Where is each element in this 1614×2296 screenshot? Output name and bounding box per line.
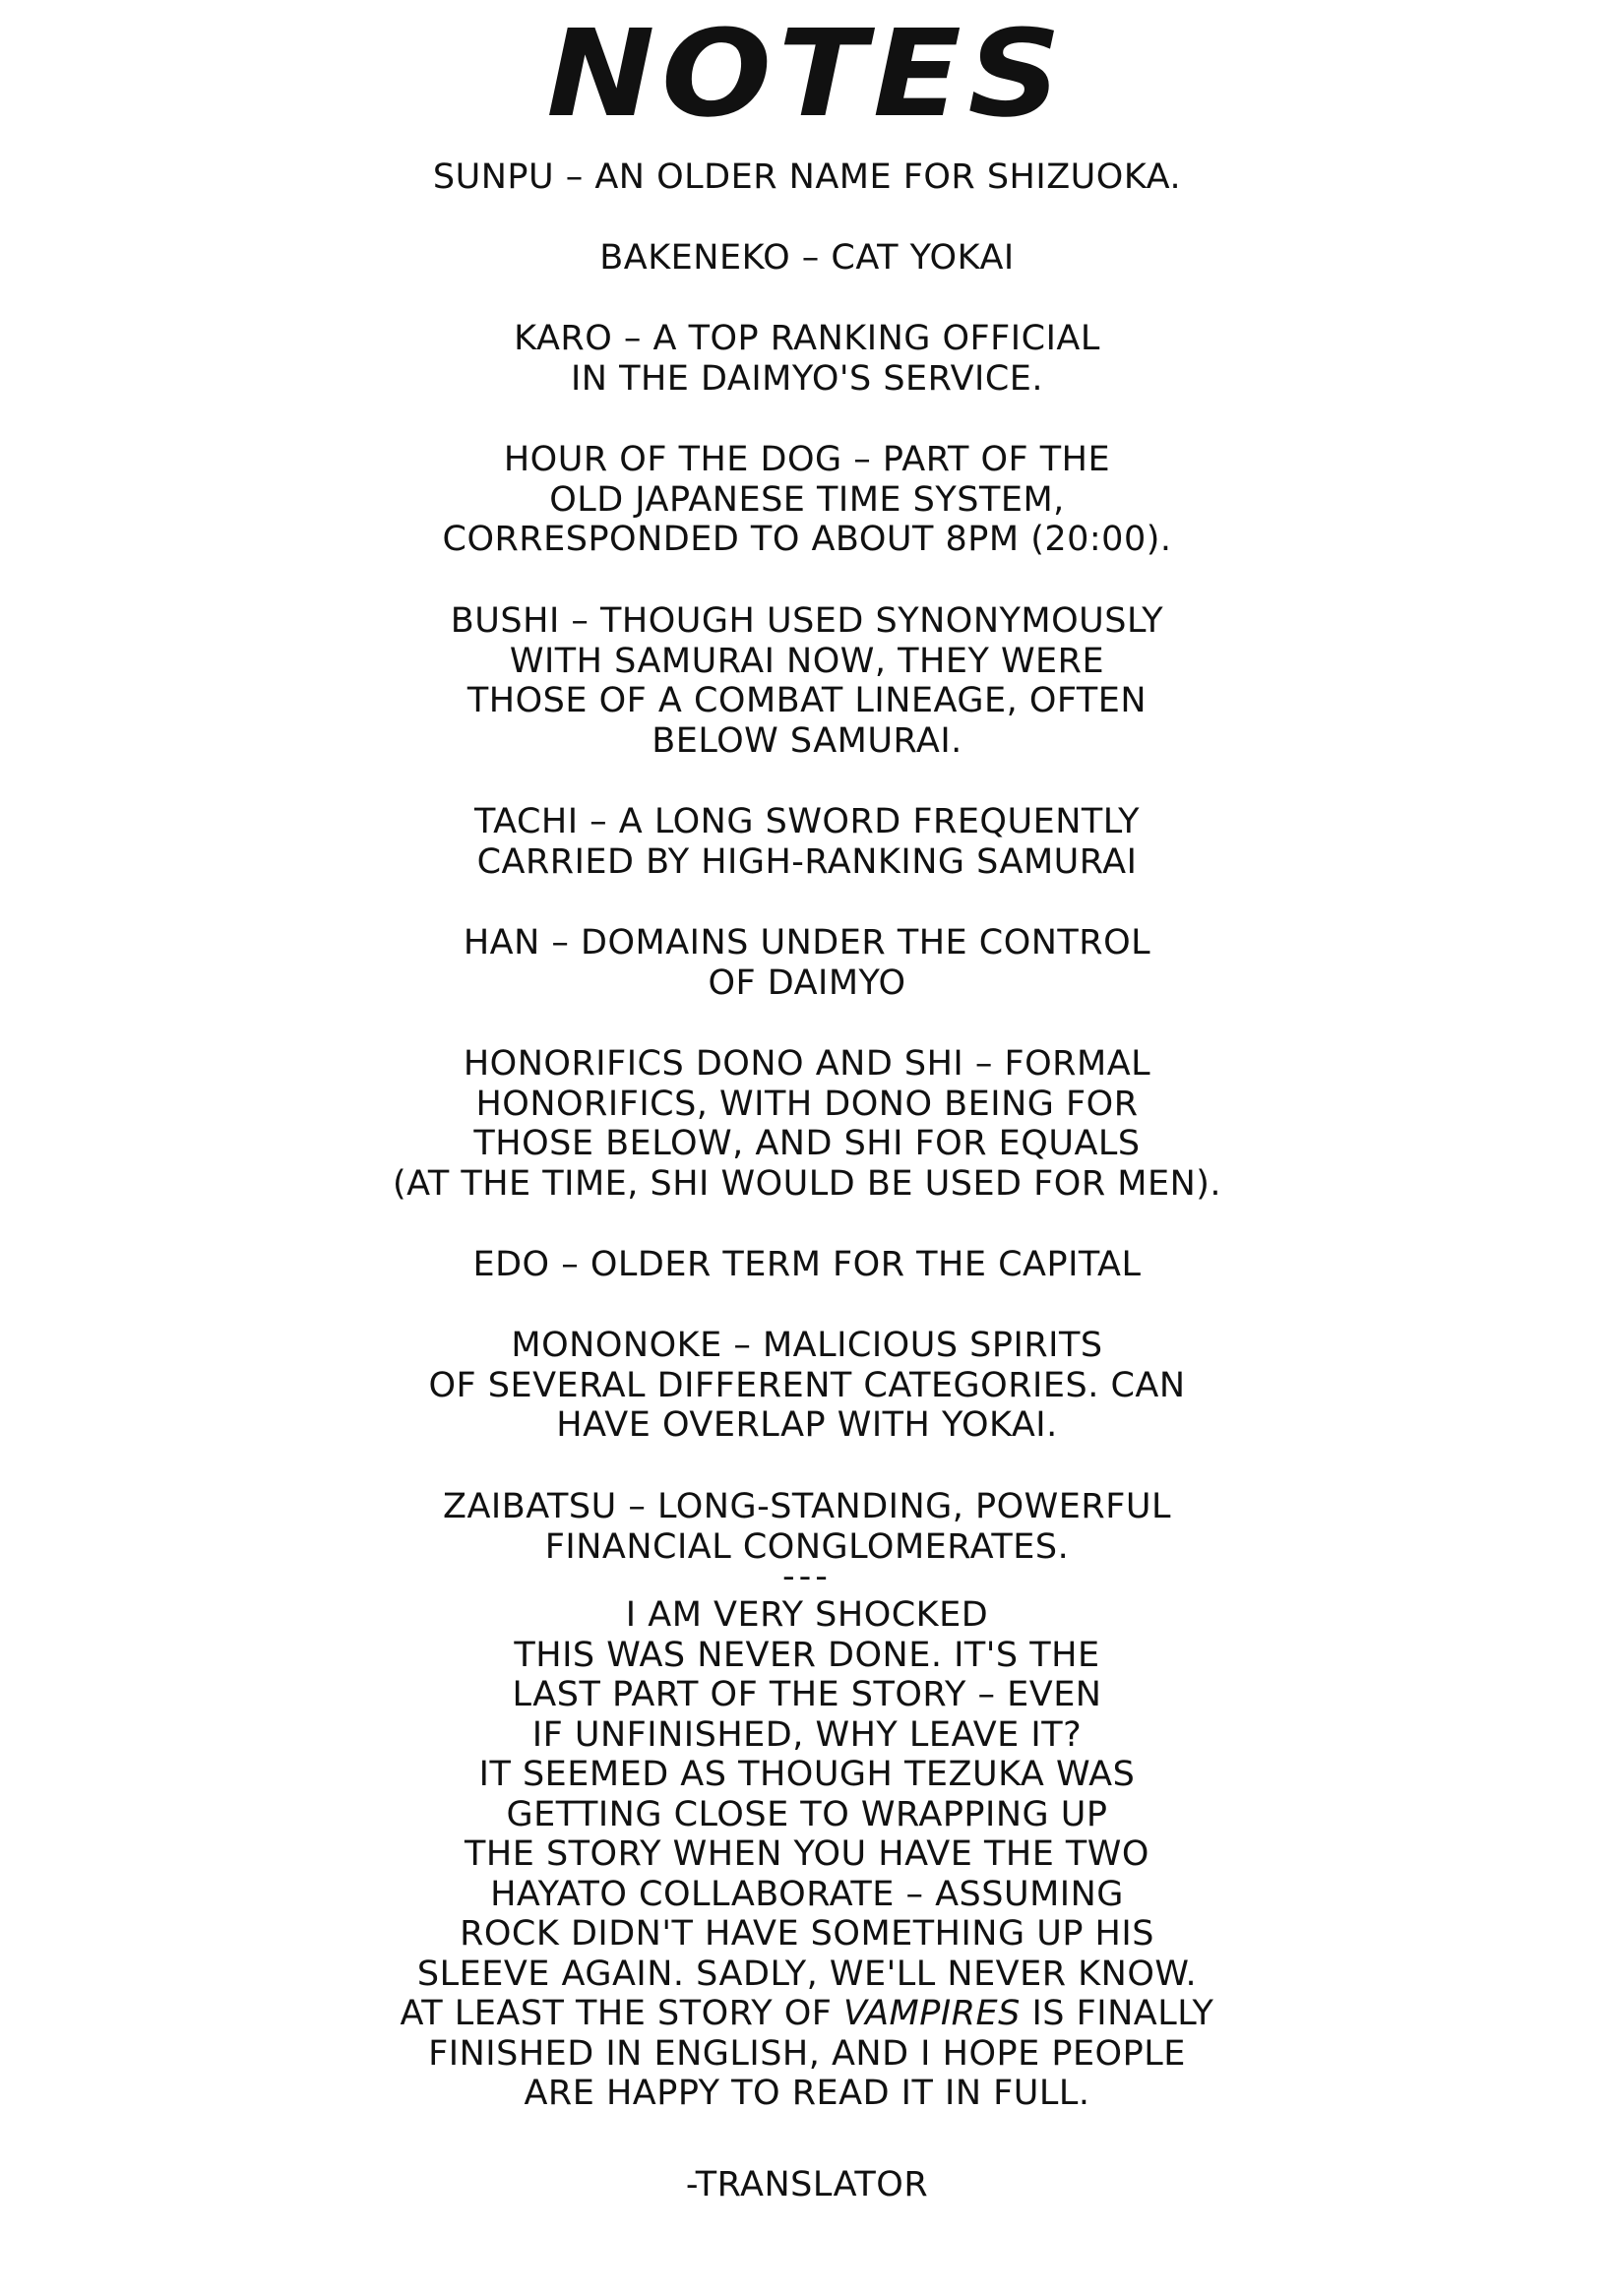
afterword-text: IS FINALLY [1020,1994,1214,2033]
glossary-entry-tachi [0,802,1614,882]
afterword-line: THE STORY WHEN YOU HAVE THE TWO [465,1834,1149,1874]
glossary-entry-karo [0,319,1614,399]
glossary-entry-mononoke [0,1326,1614,1446]
afterword-line: HAYATO COLLABORATE – ASSUMING [490,1874,1124,1914]
glossary-entry-zaibatsu [0,1487,1614,1567]
entry-line: ZAIBATSU – LONG-STANDING, POWERFUL [443,1487,1171,1526]
entry-line: OF SEVERAL DIFFERENT CATEGORIES. CAN [428,1365,1186,1405]
entry-line: HOUR OF THE DOG – PART OF THE [503,440,1111,479]
afterword-line: IF UNFINISHED, WHY LEAVE IT? [531,1714,1083,1755]
afterword-line: LAST PART OF THE STORY – EVEN [512,1675,1102,1714]
entry-line: EDO – OLDER TERM FOR THE CAPITAL [472,1245,1142,1284]
afterword-line: I AM VERY SHOCKED [625,1595,989,1635]
entry-line: CARRIED BY HIGH-RANKING SAMURAI [476,841,1138,882]
afterword-line: ARE HAPPY TO READ IT IN FULL. [524,2074,1090,2113]
afterword-line-vampires [0,1994,1614,2034]
glossary-entry-sunpu [0,157,1614,198]
entry-line: BAKENEKO – CAT YOKAI [599,238,1015,278]
afterword-line: IT SEEMED AS THOUGH TEZUKA WAS [478,1755,1136,1794]
glossary-entry-hour-of-the-dog [0,440,1614,560]
entry-line: HONORIFICS, WITH DONO BEING FOR [475,1084,1139,1124]
section-separator: --- [782,1557,832,1596]
entry-line: BUSHI – THOUGH USED SYNONYMOUSLY [450,601,1164,641]
page-title: NOTES [546,4,1068,144]
afterword-line: THIS WAS NEVER DONE. IT'S THE [514,1635,1100,1675]
entry-line: FINANCIAL CONGLOMERATES. [544,1526,1070,1567]
entry-line: BELOW SAMURAI. [652,720,962,761]
afterword-text: AT LEAST THE STORY OF [400,1994,844,2033]
glossary-entry-honorifics [0,1044,1614,1204]
entry-line: THOSE BELOW, AND SHI FOR EQUALS [473,1124,1141,1163]
entry-line: TACHI – A LONG SWORD FREQUENTLY [473,802,1141,841]
vampires-title: VAMPIRES [843,1994,1021,2033]
entry-line: IN THE DAIMYO'S SERVICE. [570,358,1044,399]
entry-line: HONORIFICS DONO AND SHI – FORMAL [463,1044,1151,1084]
entry-line: CORRESPONDED TO ABOUT 8PM (20:00). [442,520,1172,559]
afterword-line: GETTING CLOSE TO WRAPPING UP [506,1794,1108,1834]
entry-line: SUNPU – AN OLDER NAME FOR SHIZUOKA. [432,157,1182,197]
translator-signature: -TRANSLATOR [685,2165,929,2204]
glossary-entry-edo [0,1245,1614,1285]
afterword-line: FINISHED IN ENGLISH, AND I HOPE PEOPLE [428,2033,1186,2074]
afterword-line: SLEEVE AGAIN. SADLY, WE'LL NEVER KNOW. [416,1954,1198,1994]
entry-line: OLD JAPANESE TIME SYSTEM, [549,479,1065,520]
entry-line: THOSE OF A COMBAT LINEAGE, OFTEN [466,681,1148,720]
entry-line: OF DAIMYO [708,962,906,1003]
glossary-entry-bakeneko [0,238,1614,279]
glossary-entry-han [0,923,1614,1003]
translator-afterword [0,1595,1614,2114]
entry-line: (AT THE TIME, SHI WOULD BE USED FOR MEN). [392,1163,1222,1204]
entry-line: WITH SAMURAI NOW, THEY WERE [509,641,1105,681]
glossary-entry-bushi [0,601,1614,761]
entry-line: MONONOKE – MALICIOUS SPIRITS [511,1326,1103,1365]
entry-line: HAN – DOMAINS UNDER THE CONTROL [463,923,1151,962]
afterword-line: ROCK DIDN'T HAVE SOMETHING UP HIS [460,1914,1154,1954]
entry-line: HAVE OVERLAP WITH YOKAI. [556,1405,1058,1445]
entry-line: KARO – A TOP RANKING OFFICIAL [514,319,1100,358]
